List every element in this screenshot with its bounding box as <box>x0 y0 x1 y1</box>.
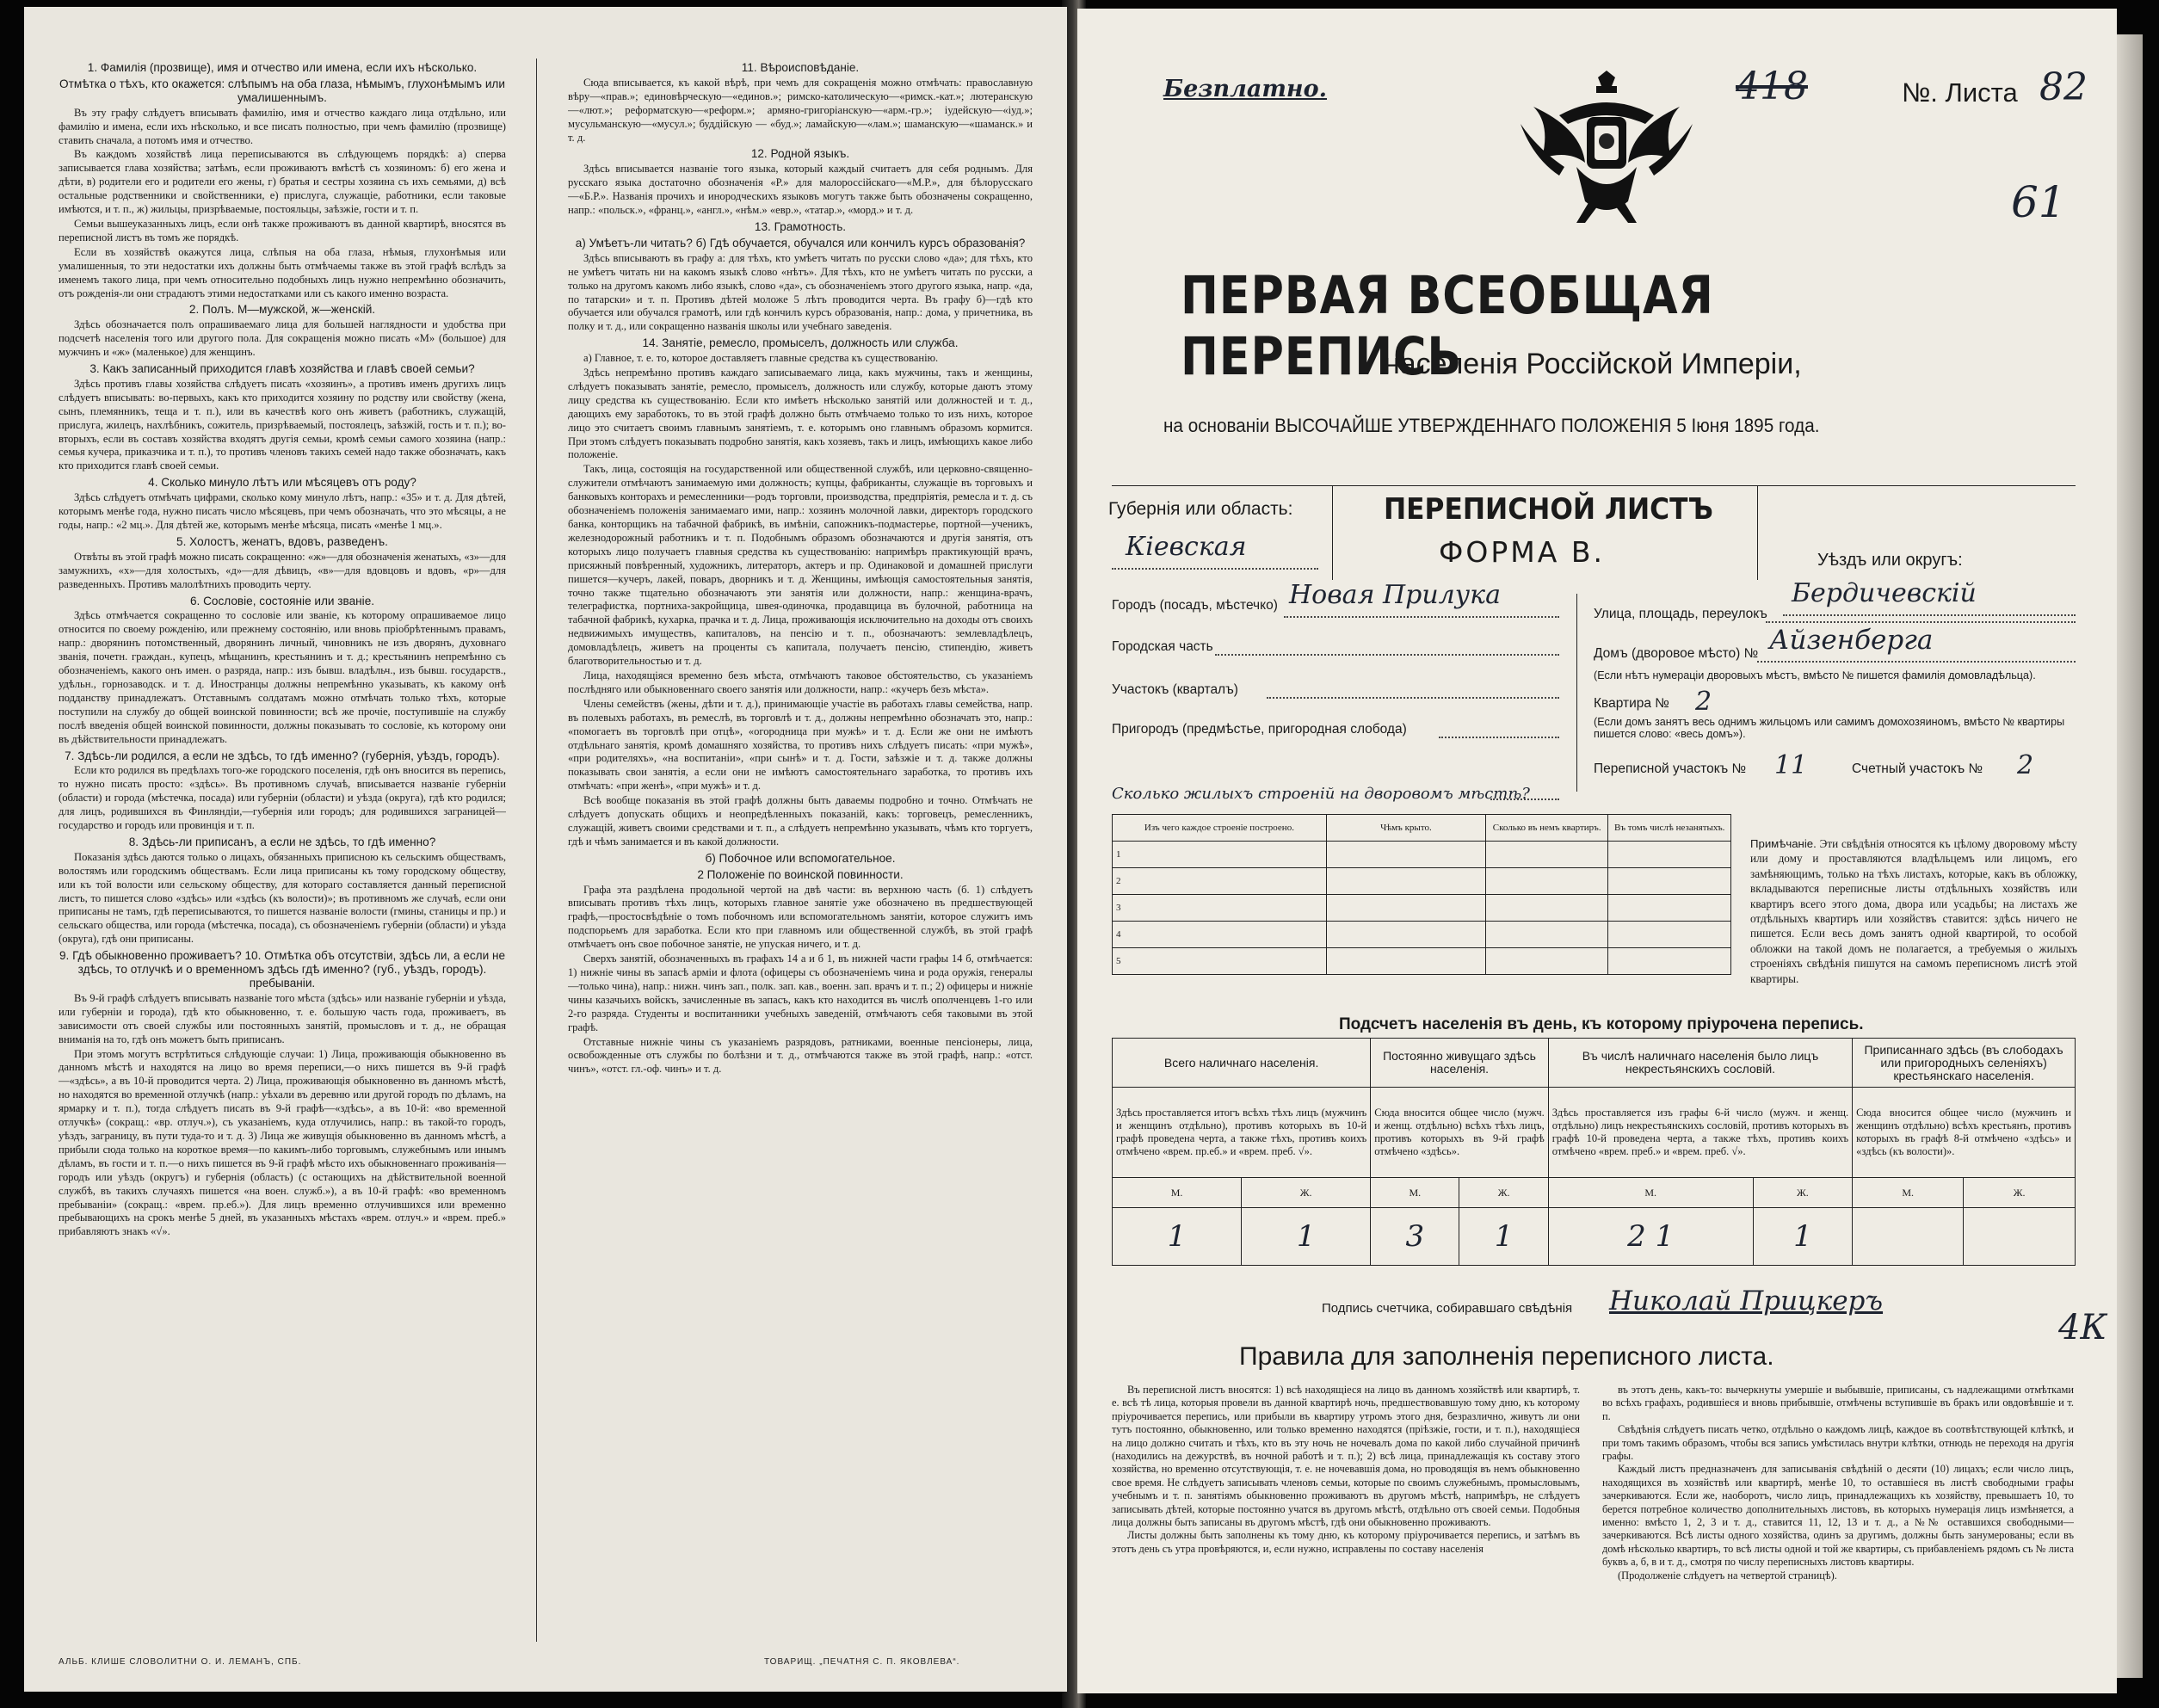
city-value[interactable]: Новая Прилука <box>1289 580 1501 610</box>
province-value[interactable]: Кіевская <box>1126 532 1247 562</box>
count-plot-label: Счетный участокъ № <box>1852 762 1983 776</box>
sheet-number-value: 82 <box>2039 65 2088 109</box>
rules-paragraph: въ этотъ день, какъ-то: вычеркнуты умершіе и выбывшіе, приписаны, съ надлежащими отмѣтками во всѣхъ графахъ, родившіеся и вновь прибывшіе, отмѣчены вступившіе въ бракъ или овдовѣвшіе и т. п. <box>1602 1384 2074 1422</box>
form-type: ФОРМА В. <box>1439 535 1605 569</box>
page-stack-edge <box>2117 34 2143 1678</box>
count-permanent-male[interactable]: 3 <box>1371 1208 1459 1266</box>
margin-note: 61 <box>2011 177 2066 227</box>
apartment-value[interactable]: 2 <box>1695 687 1712 717</box>
buildings-question: Сколько жилыхъ строеній на дворовомъ мѣстѣ? <box>1112 785 1530 803</box>
margin-mark: 4К <box>2058 1308 2107 1347</box>
count-present-female[interactable]: 1 <box>1242 1208 1371 1266</box>
signature-label: Подпись счетчика, собиравшаго свѣдѣнія <box>1322 1301 1573 1316</box>
rules-paragraph: Свѣдѣнія слѣдуетъ писать четко, отдѣльно о каждомъ лицѣ, каждое въ соотвѣтствующей клѣткѣ, и при томъ такимъ образомъ, чтобы вся запись умѣстилась внутри клѣтки, отнюдь не переходя на другія графы. <box>1602 1423 2074 1463</box>
count-col-peasant: Приписаннаго здѣсь (въ слободахъ или пригородныхъ селеніяхъ) крестьянскаго населенія. <box>1853 1039 2076 1088</box>
note-text: Эти свѣдѣнія относятся къ цѣлому дворовому мѣсту или дому и проставляются владѣльцемъ или лицомъ, его замѣняющимъ, только на тѣхъ листахъ, которые, какъ въ обложку, вкладываются переписные листы отдѣльныхъ хозяйствъ или квартиръ всего этого дома, двора или усадьбы; на листахъ же отдѣльныхъ квартиръ или хозяйствъ ставится: здѣсь ничего не пишется. Если весь домъ занятъ одной квартирой, то особой обложки на такой домъ не полагается, а требуемыя о жилыхъ строеніяхъ свѣдѣнія пишутся на самомъ переписномъ листѣ этой квартиры. <box>1750 837 2077 985</box>
suburb-label: Пригородъ (предмѣстье, пригородная слобода) <box>1112 722 1407 737</box>
count-permanent-female[interactable]: 1 <box>1459 1208 1548 1266</box>
instruction-heading: 2 Положеніе по воинской повинности. <box>697 867 904 881</box>
instruction-paragraph: Здѣсь вписываютъ въ графу а: для тѣхъ, кто умѣетъ читать по русски слово «да»; для тѣхъ, кто не умѣетъ читать ни на какомъ языкѣ слово «нѣтъ». Для тѣхъ, кто не умѣетъ читать по русски, а только на другомъ какомъ либо языкѣ, слово «да», съ обозначеніемъ этого другого языка, напр. «да, по татарски» и т. п. Противъ дѣтей моложе 5 лѣтъ проводится черта. Въ графу б)—гдѣ кто обучается или обучался грамотѣ, или гдѣ кончилъ курсъ образованія, напр.: дома, у причетника, въ полку и т. д., или сокращенно названія школы или учебнаго заведенія. <box>568 251 1033 333</box>
population-count-table: Всего наличнаго населенія. Постоянно живущаго здѣсь населенія. Въ числѣ наличнаго населенія было лицъ некрестьянскихъ сословій. Приписаннаго здѣсь (въ слободахъ или пригородныхъ селеніяхъ) крестьянскаго населенія. Здѣсь проставляется итогъ всѣхъ тѣхъ лицъ (мужчинъ и женщинъ отдѣльно), противъ которыхъ въ 10-й графѣ проведена черта, а также тѣхъ, противъ коихъ отмѣчено «врем. пр.еб.» и «врем. преб. √». Сюда вносится общее число (мужч. и женщ. отдѣльно) всѣхъ тѣхъ лицъ, противъ которыхъ въ 9-й графѣ отмѣчено «здѣсь». Здѣсь проставляется изъ графы 6-й число (мужч. и женщ. отдѣльно) лицъ некрестьянскихъ сословій, противъ которыхъ въ графѣ 10-й проведена черта, а также тѣхъ, противъ коихъ отмѣчено «врем. преб.» и «врем. преб. √». Сюда вносится общее число (мужчинъ и женщинъ отдѣльно) всѣхъ крестьянъ, противъ которыхъ въ графѣ 8-й отмѣчено «здѣсь» и «здѣсь (къ волости)». М. Ж. М. Ж. М. Ж. М. Ж. 1 1 3 1 2 1 1 <box>1112 1038 2076 1266</box>
count-desc-permanent: Сюда вносится общее число (мужч. и женщ. отдѣльно) всѣхъ тѣхъ лицъ, противъ которыхъ въ 9-й графѣ отмѣчено «здѣсь». <box>1371 1088 1549 1178</box>
buildings-col-apartments: Сколько въ немъ квартиръ. <box>1485 815 1608 842</box>
apartment-note: (Если домъ занятъ весь однимъ жильцомъ или самимъ домохозяиномъ, вмѣсто № квартиры пишется слово: «весь домъ»). <box>1594 716 2065 740</box>
census-plot-label: Переписной участокъ № <box>1594 762 1747 776</box>
census-subtitle: населенія Россійской Имперіи, <box>1384 348 1802 380</box>
instructions-column-2 <box>568 59 1033 1633</box>
rules-paragraph: (Продолженіе слѣдуетъ на четвертой страницѣ). <box>1618 1569 1837 1582</box>
city-part-label: Городская часть <box>1112 639 1213 654</box>
rules-paragraph: Каждый листъ предназначенъ для записыванія свѣдѣній о десяти (10) лицахъ; если число лицъ, находящихся въ хозяйствѣ или квартирѣ, менѣе 10, то оставшіеся въ листѣ свободными графы зачеркиваются. Если же, наоборотъ, число лицъ, принадлежащихъ къ хозяйству, превышаетъ 10, то берется потребное количество дополнительныхъ листовъ, въ которыхъ нумерація лицъ измѣняется, а именно: вмѣсто 1, 2, 3 и т. д., ставится 11, 12, 13 и т. д., а №№ оставшихся свободными—зачеркиваются. Всѣ листы одного хозяйства, одинъ за другимъ, должны быть занумерованы; если въ домѣ нѣсколько квартиръ, то всѣ листы одной и той же квартиры, съ прибавленіемъ рядомъ съ № листа буквъ а, б, в и т. д., смотря по числу переписныхъ листовъ квартиры. <box>1602 1463 2074 1569</box>
count-col-permanent: Постоянно живущаго здѣсь населенія. <box>1371 1039 1549 1088</box>
imperial-eagle-emblem <box>1508 64 1706 227</box>
printer-credit-left: АЛЬБ. КЛИШЕ СЛОВОЛИТНИ О. И. ЛЕМАНЪ, СПБ. <box>59 1657 302 1667</box>
instruction-heading: Отмѣтка о тѣхъ, кто окажется: слѣпымъ на оба глаза, нѣмымъ, глухонѣмымъ или умалишеннымъ. <box>59 77 505 104</box>
right-page <box>1077 9 2117 1693</box>
instruction-heading: 12. Родной языкъ. <box>750 147 850 161</box>
table-row: 1 <box>1113 842 1731 868</box>
table-row: 5 <box>1113 948 1731 975</box>
count-desc-present: Здѣсь проставляется итогъ всѣхъ тѣхъ лицъ (мужчинъ и женщинъ отдѣльно), противъ которыхъ въ 10-й графѣ проведена черта, а также тѣхъ, противъ коихъ отмѣчено «врем. пр.еб.» и «врем. преб. √». <box>1113 1088 1371 1178</box>
count-non-peasant-male[interactable]: 2 1 <box>1548 1208 1753 1266</box>
instruction-heading: 9. Гдѣ обыкновенно проживаетъ? 10. Отмѣтка объ отсутствіи, здѣсь ли, а если не здѣсь, то отлучкѣ и о временномъ здѣсь гдѣ именно? (губ., уѣздъ, городъ). пребываніи. <box>59 949 506 990</box>
instruction-paragraph: Сюда вписывается, къ какой вѣрѣ, при чемъ для сокращенія можно отмѣчать: православную вѣру—«прав.»; единовѣрческую—«единов.»; римско-католическую—«римск.-кат.»; лютеранскую—«лют.»; реформатскую—«реформ.»; армяно-григоріанскую—«арм.-гр.»; іудейскую—«іуд.»; мусульманскую—«мусул.»; буддійскую — «буд.»; ламайскую—«лам.»; шаманскую—«шаманск.» и т. д. <box>568 76 1033 144</box>
instruction-heading: 3. Какъ записанный приходится главѣ хозяйства и главѣ своей семьи? <box>89 362 475 376</box>
count-present-male[interactable]: 1 <box>1113 1208 1242 1266</box>
count-non-peasant-female[interactable]: 1 <box>1753 1208 1853 1266</box>
instruction-heading: 13. Грамотность. <box>754 219 847 233</box>
street-label: Улица, площадь, переулокъ <box>1594 607 1767 621</box>
instruction-paragraph: Въ каждомъ хозяйствѣ лица переписываются въ слѣдующемъ порядкѣ: а) сперва записывается глава хозяйства; затѣмъ, если проживаютъ вмѣстѣ съ хозяиномъ: б) его жена и дѣти, в) родители его и родители его жены, г) братья и сестры хозяина съ ихъ семьями, д) всѣ остальные родственники и свойственники, е) прислуга, служащіе, работники, если таковые имѣются, и т. п., ж) жильцы, призрѣваемые, постояльцы, заѣзжіе, гости и т. п. <box>59 148 506 216</box>
instruction-paragraph: Показанія здѣсь даются только о лицахъ, обязанныхъ приписною къ сельскимъ обществамъ, волостямъ или городскимъ обществамъ. Если лица приписаны къ тому городскому обществу, или къ той волости или сельскому обществу, для котораго составляется данный переписной листъ, то пишется слово «здѣсь» или «здѣсь (къ волости)»; въ противномъ же случаѣ, если они приписаны не тамъ, гдѣ переписываются, то пишется названіе волости (гмины, станицы и пр.) и сельскаго общества, или города (мѣстечка, посада), съ обозначеніемъ губерніи (области) и уѣзда (округа), гдѣ они приписаны. <box>59 850 506 946</box>
province-label: Губернія или область: <box>1108 499 1293 519</box>
count-peasant-male[interactable] <box>1853 1208 1964 1266</box>
instruction-heading: 7. Здѣсь-ли родился, а если не здѣсь, то гдѣ именно? (губернія, уѣздъ, городъ). <box>65 749 500 762</box>
instruction-paragraph: Сверхъ занятій, обозначенныхъ въ графахъ 14 а и б 1, въ нижней части графы 14 б, отмѣчается: 1) нижніе чины въ запасѣ арміи и флота (офицеры съ обозначеніемъ чина и рода оружія, генералы—только чина), напр.: нижн. чинъ зап., полк. зап. кав., военн. зап. врачъ и т. п.; 2) офицеры и нижніе чины казачьихъ войскъ, зачисленные въ запасъ, какъ кто находится въ числѣ ополченцевъ 1-го или 2-го разряда. Студенты и воспитанники учебныхъ заведеній, отмѣчаютъ себя таковыми въ этой графѣ. <box>568 953 1033 1033</box>
instruction-paragraph: Графа эта раздѣлена продольной чертой на двѣ части: въ верхнюю часть (б. 1) слѣдуетъ вписывать противъ тѣхъ лицъ, которыхъ главное занятіе уже обозначено въ предшествующей графѣ,—простосвѣдѣніе о томъ побочномъ или вспомогательномъ занятіи, которое служитъ имъ подспорьемъ для заработка. Если кто при главномъ или общественной службѣ, въ этой графѣ отмѣчаетъ онъ свое побочное занятіе, не упуская ничего, и т. д. <box>568 883 1033 951</box>
sheet-number-label: №. Листа <box>1902 77 2018 108</box>
instruction-paragraph: Отставные нижніе чины съ указаніемъ разрядовъ, ратниками, военные пенсіонеры, лица, освобожденные отъ службы по болѣзни и т. д., отмѣчаются также въ этой графѣ, напр.: «отст. чинъ», «отст. гл.-оф. чинъ» и т. д. <box>568 1035 1033 1076</box>
table-row: 2 <box>1113 868 1731 895</box>
form-title: ПЕРЕПИСНОЙ ЛИСТЪ <box>1384 492 1713 527</box>
city-label: Городъ (посадъ, мѣстечко) <box>1112 598 1278 613</box>
legal-basis: на основаніи ВЫСОЧАЙШЕ УТВЕРЖДЕННАГО ПОЛОЖЕНІЯ 5 Іюня 1895 года. <box>1163 415 1820 436</box>
instruction-paragraph: Лица, находящіяся временно безъ мѣста, отмѣчаютъ таковое обстоятельство, съ указаніемъ послѣдняго или обыкновеннаго своего занятія или должности, напр.: «кучеръ безъ мѣста». <box>568 669 1033 695</box>
rules-left-column <box>1112 1384 1580 1685</box>
instruction-heading: а) Умѣетъ-ли читать? б) Гдѣ обучается, обучался или кончилъ курсъ образованія? <box>575 236 1026 250</box>
buildings-col-roof: Чѣмъ крыто. <box>1326 815 1485 842</box>
instructions-column-1 <box>59 59 506 1633</box>
district-value[interactable]: Бердичевскій <box>1792 578 1977 608</box>
instruction-paragraph: Здѣсь отмѣчается сокращенно то сословіе или званіе, къ которому опрашиваемое лицо относится по своему рожденію, или прежнему состоянію, или вновь пріобрѣтеннымъ правамъ, напр.: дворянинъ потомственный, дворянинъ личный, чиновникъ не изъ дворянъ, духовнаго званія, почетн. граждан., купецъ, мѣщанинъ, крестьянинъ и т. д.; крестьянинъ непремѣнно съ обозначеніемъ, какого онъ имен. о разряда, напр.: изъ бывш. владѣльч., изъ бывш. государств., удѣльн., горнозаводск. и т. д. Иностранцы должны непремѣнно указывать, къ какому онѣ подданству принадлежатъ. Отставнымъ солдатамъ можно отмѣчать только тѣхъ, которые поступили на службу до общей воинской повинности; всѣ же прочіе, поступившіе на службу послѣ введенія общей воинской повинности, должны показывать то сословіе, къ которому они въ дѣйствительности принадлежатъ. <box>59 609 506 745</box>
instruction-paragraph: Въ 9-й графѣ слѣдуетъ вписывать названіе того мѣста (здѣсь» или названіе губерніи и уѣзда, или губерніи и города), гдѣ кто обыкновенно, т. е. большую часть года, проживаетъ, въ зависимости отъ своей службы или постоянныхъ занятій, промысловъ и т. д., не обращая вниманія на то, гдѣ онъ можетъ быть приписанъ. <box>59 991 506 1045</box>
census-title: ПЕРВАЯ ВСЕОБЩАЯ ПЕРЕПИСЬ <box>1181 265 1714 387</box>
table-row: 3 <box>1113 895 1731 922</box>
buildings-table <box>1112 814 1731 975</box>
instruction-paragraph: а) Главное, т. е. то, которое доставляетъ главные средства къ существованію. <box>583 352 939 365</box>
printer-credit-right: ТОВАРИЩ. „ПЕЧАТНЯ С. П. ЯКОВЛЕВА“. <box>764 1657 960 1667</box>
buildings-col-material: Изъ чего каждое строеніе построено. <box>1113 815 1327 842</box>
rules-paragraph: Въ переписной листъ вносятся: 1) всѣ находящіеся на лицо въ данномъ хозяйствѣ или квартирѣ, т. е. всѣ тѣ лица, которыя провели въ данной квартирѣ ночь, предшествовавшую тому дню, къ которому пріурочивается перепись, или прибыли въ квартиру утромъ этого дня, безразлично, живутъ ли они тутъ постоянно, обыкновенно, или только временно находятся (пріѣзжіе, гости, и т. п.), находящіеся на лицо должно считать и тѣхъ, кто въ эту ночь не ночевалъ дома по какой либо случайной причинѣ (находились на дежурствѣ, въ ночной работѣ и т. п.); 2) всѣ лица, принадлежащія къ составу этого хозяйства, но временно отсутствующія, т. е. не ночевавшія дома, но проводящія въ немъ обыкновенно свое время. Не слѣдуетъ записывать членовъ семьи, которые по своимъ служебнымъ, промысловымъ, учебнымъ и т. п. занятіямъ обыкновенно проживаютъ въ другомъ мѣстѣ, напримѣръ, не слѣдуетъ записывать дѣтей, которые постоянно учатся въ другомъ мѣстѣ, отдѣльно отъ своей семьи. Подобныя лица должны быть записаны въ другомъ мѣстѣ, гдѣ они обыкновенно проживаютъ. <box>1112 1384 1580 1529</box>
census-plot-value[interactable]: 11 <box>1774 750 1808 780</box>
instruction-heading: 6. Сословіе, состояніе или званіе. <box>189 594 375 607</box>
instruction-heading: 2. Полъ. М—мужской, ж—женскій. <box>188 303 376 317</box>
column-divider <box>536 59 537 1642</box>
instruction-paragraph: При этомъ могутъ встрѣтиться слѣдующіе случаи: 1) Лица, проживающія обыкновенно въ данномъ мѣстѣ и находятся на лицо во время переписи,—о нихъ пишется въ 9-й графѣ—«здѣсь», а въ 10-й проводится черта. 2) Лица, проживающія обыкновенно въ данномъ мѣстѣ, но находятся во временной отлучкѣ (напр.: уѣхали въ деревню или другой городъ по дѣламъ, на ярмарку и т. п.), тогда слѣдуетъ писать въ 9-й графѣ—«здѣсь», а въ 10-й: «во временной отлучкѣ» (сокращ.: «вр. отлуч.»), съ указаніемъ, куда отлучились, напр.: въ такой-то городъ, уѣздъ, заграницу, въ пути туда-то и т. д. 3) Лица же живущія обыкновенно въ данномъ мѣстѣ, а прибыли сюда только на короткое время—по какимъ-либо торговымъ, служебнымъ или инымъ дѣламъ, въ гости и т. п.—о нихъ пишется въ 9-й графѣ мѣсто ихъ обыкновеннаго проживанія—городъ или уѣздъ (округъ) и губернія (область) (с остающихъ на дѣйствительной военной службѣ, въ такихъ случаяхъ пишется «на воен. служб.»), а въ 10-й графѣ: «во временномъ пребываніи» (сокращ.: «врем. пр.еб.»). Для лицъ временно отлучившихся или временно пребывающихъ на срокъ менѣе 5 дней, въ указанныхъ мѣстахъ «врем. отлуч.» и «врем. преб.» прибавляютъ знакъ «√». <box>59 1047 506 1238</box>
count-col-non-peasant: Въ числѣ наличнаго населенія было лицъ некрестьянскихъ сословій. <box>1548 1039 1852 1088</box>
instruction-paragraph: Здѣсь непремѣнно противъ каждаго записываемаго лица, какъ мужчины, такъ и женщины, слѣдуетъ показывать занятіе, ремесло, промыселъ, должность или службу, которые даютъ этому лицу средства къ существованію. Если кто имѣетъ нѣсколько занятій или должностей и т. д., дающихъ ему заработокъ, то въ этой графѣ должно быть отмѣчаемо только то изъ нихъ, которое лицо это считаетъ своимъ главнымъ занятіемъ, т. е. которымъ оно главнымъ образомъ кормится. При этомъ слѣдуетъ показывать подробно занятія, какъ хозяевъ, такъ и лицъ, имѣющихъ какое либо положеніе. <box>568 367 1033 461</box>
table-row: 4 <box>1113 922 1731 948</box>
rules-paragraph: Листы должны быть заполнены къ тому дню, къ которому пріурочивается перепись, и затѣмъ въ этотъ день съ утра провѣряются, и, если нужно, исправлены по составу населенія <box>1112 1529 1580 1555</box>
count-title: Подсчетъ населенія въ день, къ которому пріурочена перепись. <box>1339 1015 1864 1033</box>
house-value[interactable]: Айзенберга <box>1769 625 1934 656</box>
count-plot-value[interactable]: 2 <box>2017 750 2034 780</box>
instruction-heading: 5. Холостъ, женатъ, вдовъ, разведенъ. <box>176 534 388 548</box>
count-peasant-female[interactable] <box>1964 1208 2076 1266</box>
instruction-heading: 1. Фамилія (прозвище), имя и отчество или имена, если ихъ нѣсколько. <box>87 61 478 74</box>
instruction-paragraph: Отвѣты въ этой графѣ можно писать сокращенно: «ж»—для обозначенія женатыхъ, «з»—для замужнихъ, «х»—для холостыхъ, «д»—для дѣвицъ, «в»—для вдовцовъ и вдовъ, «р»—для разведенныхъ. Противъ малолѣтнихъ проводить черту. <box>59 550 506 590</box>
district-label: Уѣздъ или округъ: <box>1817 551 1963 570</box>
struck-sheet-number: 418 <box>1736 65 1808 108</box>
count-desc-peasant: Сюда вносится общее число (мужчинъ и женщинъ отдѣльно) всѣхъ крестьянъ, противъ которыхъ въ графѣ 8-й отмѣчено «здѣсь» и «здѣсь (къ волости)». <box>1853 1088 2076 1178</box>
instruction-heading: б) Побочное или вспомогательное. <box>705 851 896 865</box>
apartment-label: Квартира № <box>1594 696 1669 711</box>
free-label: Безплатно. <box>1163 76 1328 102</box>
buildings-col-vacant: Въ томъ числѣ незанятыхъ. <box>1608 815 1731 842</box>
signature-value[interactable]: Николай Прицкеръ <box>1609 1286 1884 1316</box>
instruction-heading: 4. Сколько минуло лѣтъ или мѣсяцевъ отъ роду? <box>148 476 416 490</box>
instruction-paragraph: Здѣсь слѣдуетъ отмѣчать цифрами, сколько кому минуло лѣтъ, напр.: «35» и т. д. Для дѣтей, которымъ менѣе года, нужно писать число мѣсяцевъ, при чемъ обозначать, что это мѣсяцы, а не годы, напр.: «2 мц.». Для дѣтей же, которымъ менѣе мѣсяца, писать «менѣе 1 мц.». <box>59 491 506 531</box>
instruction-heading: 14. Занятіе, ремесло, промыселъ, должность или служба. <box>642 336 959 350</box>
rules-right-column <box>1602 1384 2074 1685</box>
instruction-paragraph: Всѣ вообще показанія въ этой графѣ должны быть даваемы подробно и точно. Отмѣчать не слѣдуетъ допускать общихъ и неопредѣленныхъ показаній, какъ: торговецъ, ремесленникъ, служащій, живетъ своими средствами и т. п., а слѣдуетъ непремѣнно указывать, чѣмъ кто торгуетъ, гдѣ и чѣмъ занимается и въ какой должности. <box>568 794 1033 848</box>
instruction-paragraph: Здѣсь вписывается названіе того языка, который каждый считаетъ для себя роднымъ. Для русскаго языка достаточно обозначенія «Р.» для малороссійскаго—«М.Р.», для бѣлорусскаго—«Б.Р.». Названія прочихъ и инородческихъ языковъ могутъ также быть обозначены сокращенно, напр.: «польск.», «франц.», «англ.», «нѣм.» «евр.», «татар.», «морд.» и т. д. <box>568 163 1033 217</box>
instruction-paragraph: Такъ, лица, состоящія на государственной или общественной службѣ, или церковно-священно-служители отмѣчаютъ занимаемую ими должность; купцы, фабриканты, служащіе въ торговыхъ и банковыхъ конторахъ и ремесленники—родъ торговли, производства, предпріятія, ремесла и т. д. съ обозначеніемъ положенія занимаемаго ими, напр.: хозяинъ молочной лавки, директоръ городского банка, конторщикъ на табачной фабрикѣ, въ имѣніи, сапожникъ-подмастерье, портной—ученикъ, железнодорожный работникъ и т. п. Подобнымъ образомъ обозначаются и другія занятія, отъ которыхъ лицо получаетъ главныя средства къ существованію: напримѣръ практикующій врачъ, присяжный повѣренный, художникъ, литераторъ, актеръ и пр. Одинаковой и домашней прислуги пишется—кучеръ, лакей, поваръ, дворникъ и т. д. Женщины, имѣющія самостоятельныя занятія, точно также тщательно обозначаютъ эти занятія или должности, напр.: женщина-врачъ, телеграфистка, портниха-закройщица, швея-одиночка, продавщица въ булочной, работница на табачной фабрикѣ, кухарка, прачка и т. д. Лица, проживающія исключительно на доходы отъ своихъ недвижимыхъ имуществъ, капиталовъ, на пенсію и т. п., обозначаютъ: землевладѣлецъ, домовладѣлецъ, живетъ на проценты съ капитала, получаетъ пенсію, стипендію, живетъ благотворительностью и т. д. <box>568 463 1033 668</box>
instruction-paragraph: Въ эту графу слѣдуетъ вписывать фамилію, имя и отчество каждаго лица отдѣльно, или фамилію и имена, если ихъ нѣсколько, и все писать полностью, при чемъ фамилію (прозвище) ставить сначала, а потомъ имя и отчество. <box>59 106 506 146</box>
rules-title: Правила для заполненія переписного листа. <box>1239 1342 1774 1371</box>
count-col-present: Всего наличнаго населенія. <box>1113 1039 1371 1088</box>
instruction-heading: 11. Вѣроисповѣданіе. <box>741 61 860 74</box>
instruction-heading: 8. Здѣсь-ли приписанъ, а если не здѣсь, то гдѣ именно? <box>128 835 436 848</box>
instruction-paragraph: Здѣсь обозначается полъ опрашиваемаго лица для большей наглядности и удобства при подсчетѣ населенія того или другого пола. Для сокращенія можно писать «М» (большое) для мужчинъ и «ж» (маленькое) для женщинъ. <box>59 318 506 359</box>
note-label: Примѣчаніе. <box>1750 837 1817 850</box>
instruction-paragraph: Здѣсь противъ главы хозяйства слѣдуетъ писать «хозяинъ», а противъ именъ другихъ лицъ слѣдуетъ вписывать: во-первыхъ, какъ кто приходится хозяину по родству или свойству (жена, сынъ, племянникъ, теща и т. п.), или въ качествѣ кого онъ живетъ (работникъ, служащій, прислуга, жилецъ, нахлѣбникъ, сожитель, призрѣваемый, постоялецъ, заѣзжій, гость и т. п.); во-вторыхъ, если въ составъ хозяйства входятъ другія семьи, кромѣ семьи самого хозяина (напр.: семья кучера, приказчика и т. п.), то противъ членовъ такихъ семей надо также обозначать, какъ кто приходится главѣ своей семьи. <box>59 377 506 472</box>
instruction-paragraph: Члены семействъ (жены, дѣти и т. д.), принимающіе участіе въ работахъ главы семейства, напр. въ полевыхъ работахъ, въ ремеслѣ, въ торговлѣ и т. д., должны непремѣнно обозначать это, напр.: «помогаетъ въ торговлѣ при отцѣ», «огородница при мужѣ» и т. д. Если же они не имѣютъ отдѣльнаго занятія, кромѣ домашняго хозяйства, то противъ нихъ слѣдуетъ писать: «при мужѣ», «при родителяхъ», «на воспитаніи», «при сынѣ» и т. д. Гости, заѣзжіе и т. д. также должны показывать свои занятія, а если они не имѣютъ самостоятельнаго заработка, то противъ ихъ отмѣчать: «при женѣ», «при мужѣ» и т. д. <box>568 697 1033 792</box>
instruction-paragraph: Если кто родился въ предѣлахъ того-же городского поселенія, гдѣ онъ вносится въ перепись, то нужно писать просто: «здѣсь». Въ противномъ случаѣ, вписывается названіе губерніи (области) и городa (мѣстечка, посада) или губерніи (области) и уѣзда (округа), гдѣ кто родился; для лицъ, родившихся въ Финляндіи,—губернія или городъ; для родившихся заграницей—государство и городъ или провинція и т. п. <box>59 764 506 832</box>
plot-label: Участокъ (кварталъ) <box>1112 682 1238 697</box>
instruction-paragraph: Семьи вышеуказанныхъ лицъ, если онѣ также проживаютъ въ данной квартирѣ, вносятся въ переписной листъ въ томъ же порядкѣ. <box>59 217 506 244</box>
house-note: (Если нѣтъ нумераціи дворовыхъ мѣстъ, вмѣсто № пишется фамилія домовладѣльца). <box>1594 669 2036 681</box>
left-page <box>24 7 1067 1692</box>
house-label: Домъ (дворовое мѣсто) № <box>1594 646 1759 661</box>
count-desc-non-peasant: Здѣсь проставляется изъ графы 6-й число (мужч. и женщ. отдѣльно) лицъ некрестьянскихъ сословій, противъ которыхъ въ графѣ 10-й проведена черта, а также тѣхъ, противъ коихъ отмѣчено «врем. преб.» и «врем. преб. √». <box>1548 1088 1852 1178</box>
instruction-paragraph: Если въ хозяйствѣ окажутся лица, слѣпыя на оба глаза, нѣмыя, глухонѣмыя или умалишенныя, то эти недостатки ихъ должны быть отмѣчаемы также въ этой графѣ вслѣдъ за именемъ такого лица, при чемъ относительно подобныхъ лицъ нужно непремѣнно обозначить, отъ рожденія-ли они страдаютъ этими недостатками или съ какого именно возраста. <box>59 245 506 299</box>
buildings-note <box>1750 836 2077 986</box>
